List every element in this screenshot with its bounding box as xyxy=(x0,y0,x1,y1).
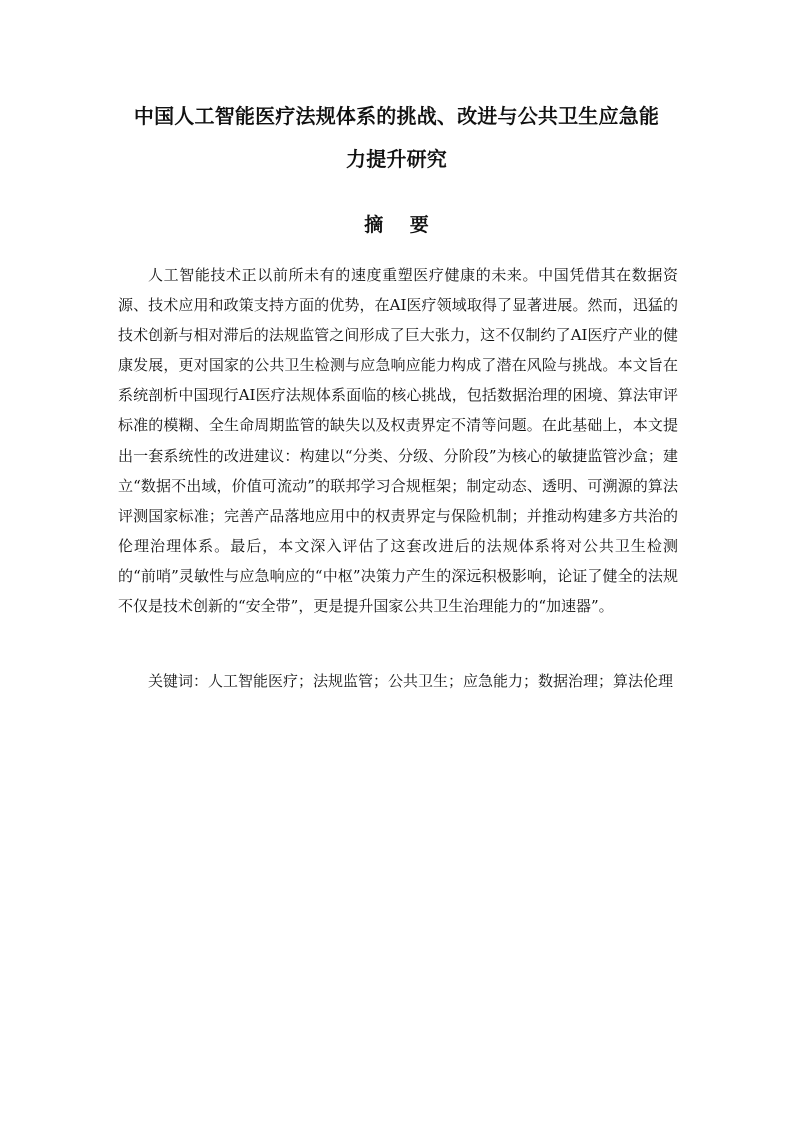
document-title-line-1: 中国人工智能医疗法规体系的挑战、改进与公共卫生应急能 xyxy=(133,104,660,128)
document-title-line-2: 力提升研究 xyxy=(346,147,447,171)
keywords-paragraph: 关键词：人工智能医疗；法规监管；公共卫生；应急能力；数据治理；算法伦理 xyxy=(148,672,674,690)
abstract-heading: 摘 要 xyxy=(364,214,439,236)
abstract-paragraph: 人工智能技术正以前所未有的速度重塑医疗健康的未来。中国凭借其在数据资源、技术应用和政策支持方面的优势，在AI医疗领域取得了显著进展。然而，迅猛的技术创新与相对滞后的法规监管之间形成了巨大张力，这不仅制约了AI医疗产业的健康发展，更对国家的公共卫生检测与应急响应能力构成了潜在风险与挑战。本文旨在系统剖析中国现行AI医疗法规体系面临的核心挑战，包括数据治理的困境、算法审评标准的模糊、全生命周期监管的缺失以及权责界定不清等问题。在此基础上，本文提出一套系统性的改进建议：构建以“分类、分级、分阶段”为核心的敏捷监管沙盒；建立“数据不出域，价值可流动”的联邦学习合规框架；制定动态、透明、可溯源的算法评测国家标准；完善产品落地应用中的权责界定与保险机制；并推动构建多方共治的伦理治理体系。最后，本文深入评估了这套改进后的法规体系将对公共卫生检测的“前哨”灵敏性与应急响应的“中枢”决策力产生的深远积极影响，论证了健全的法规不仅是技术创新的“安全带”，更是提升国家公共卫生治理能力的“加速器”。 xyxy=(118,266,678,616)
